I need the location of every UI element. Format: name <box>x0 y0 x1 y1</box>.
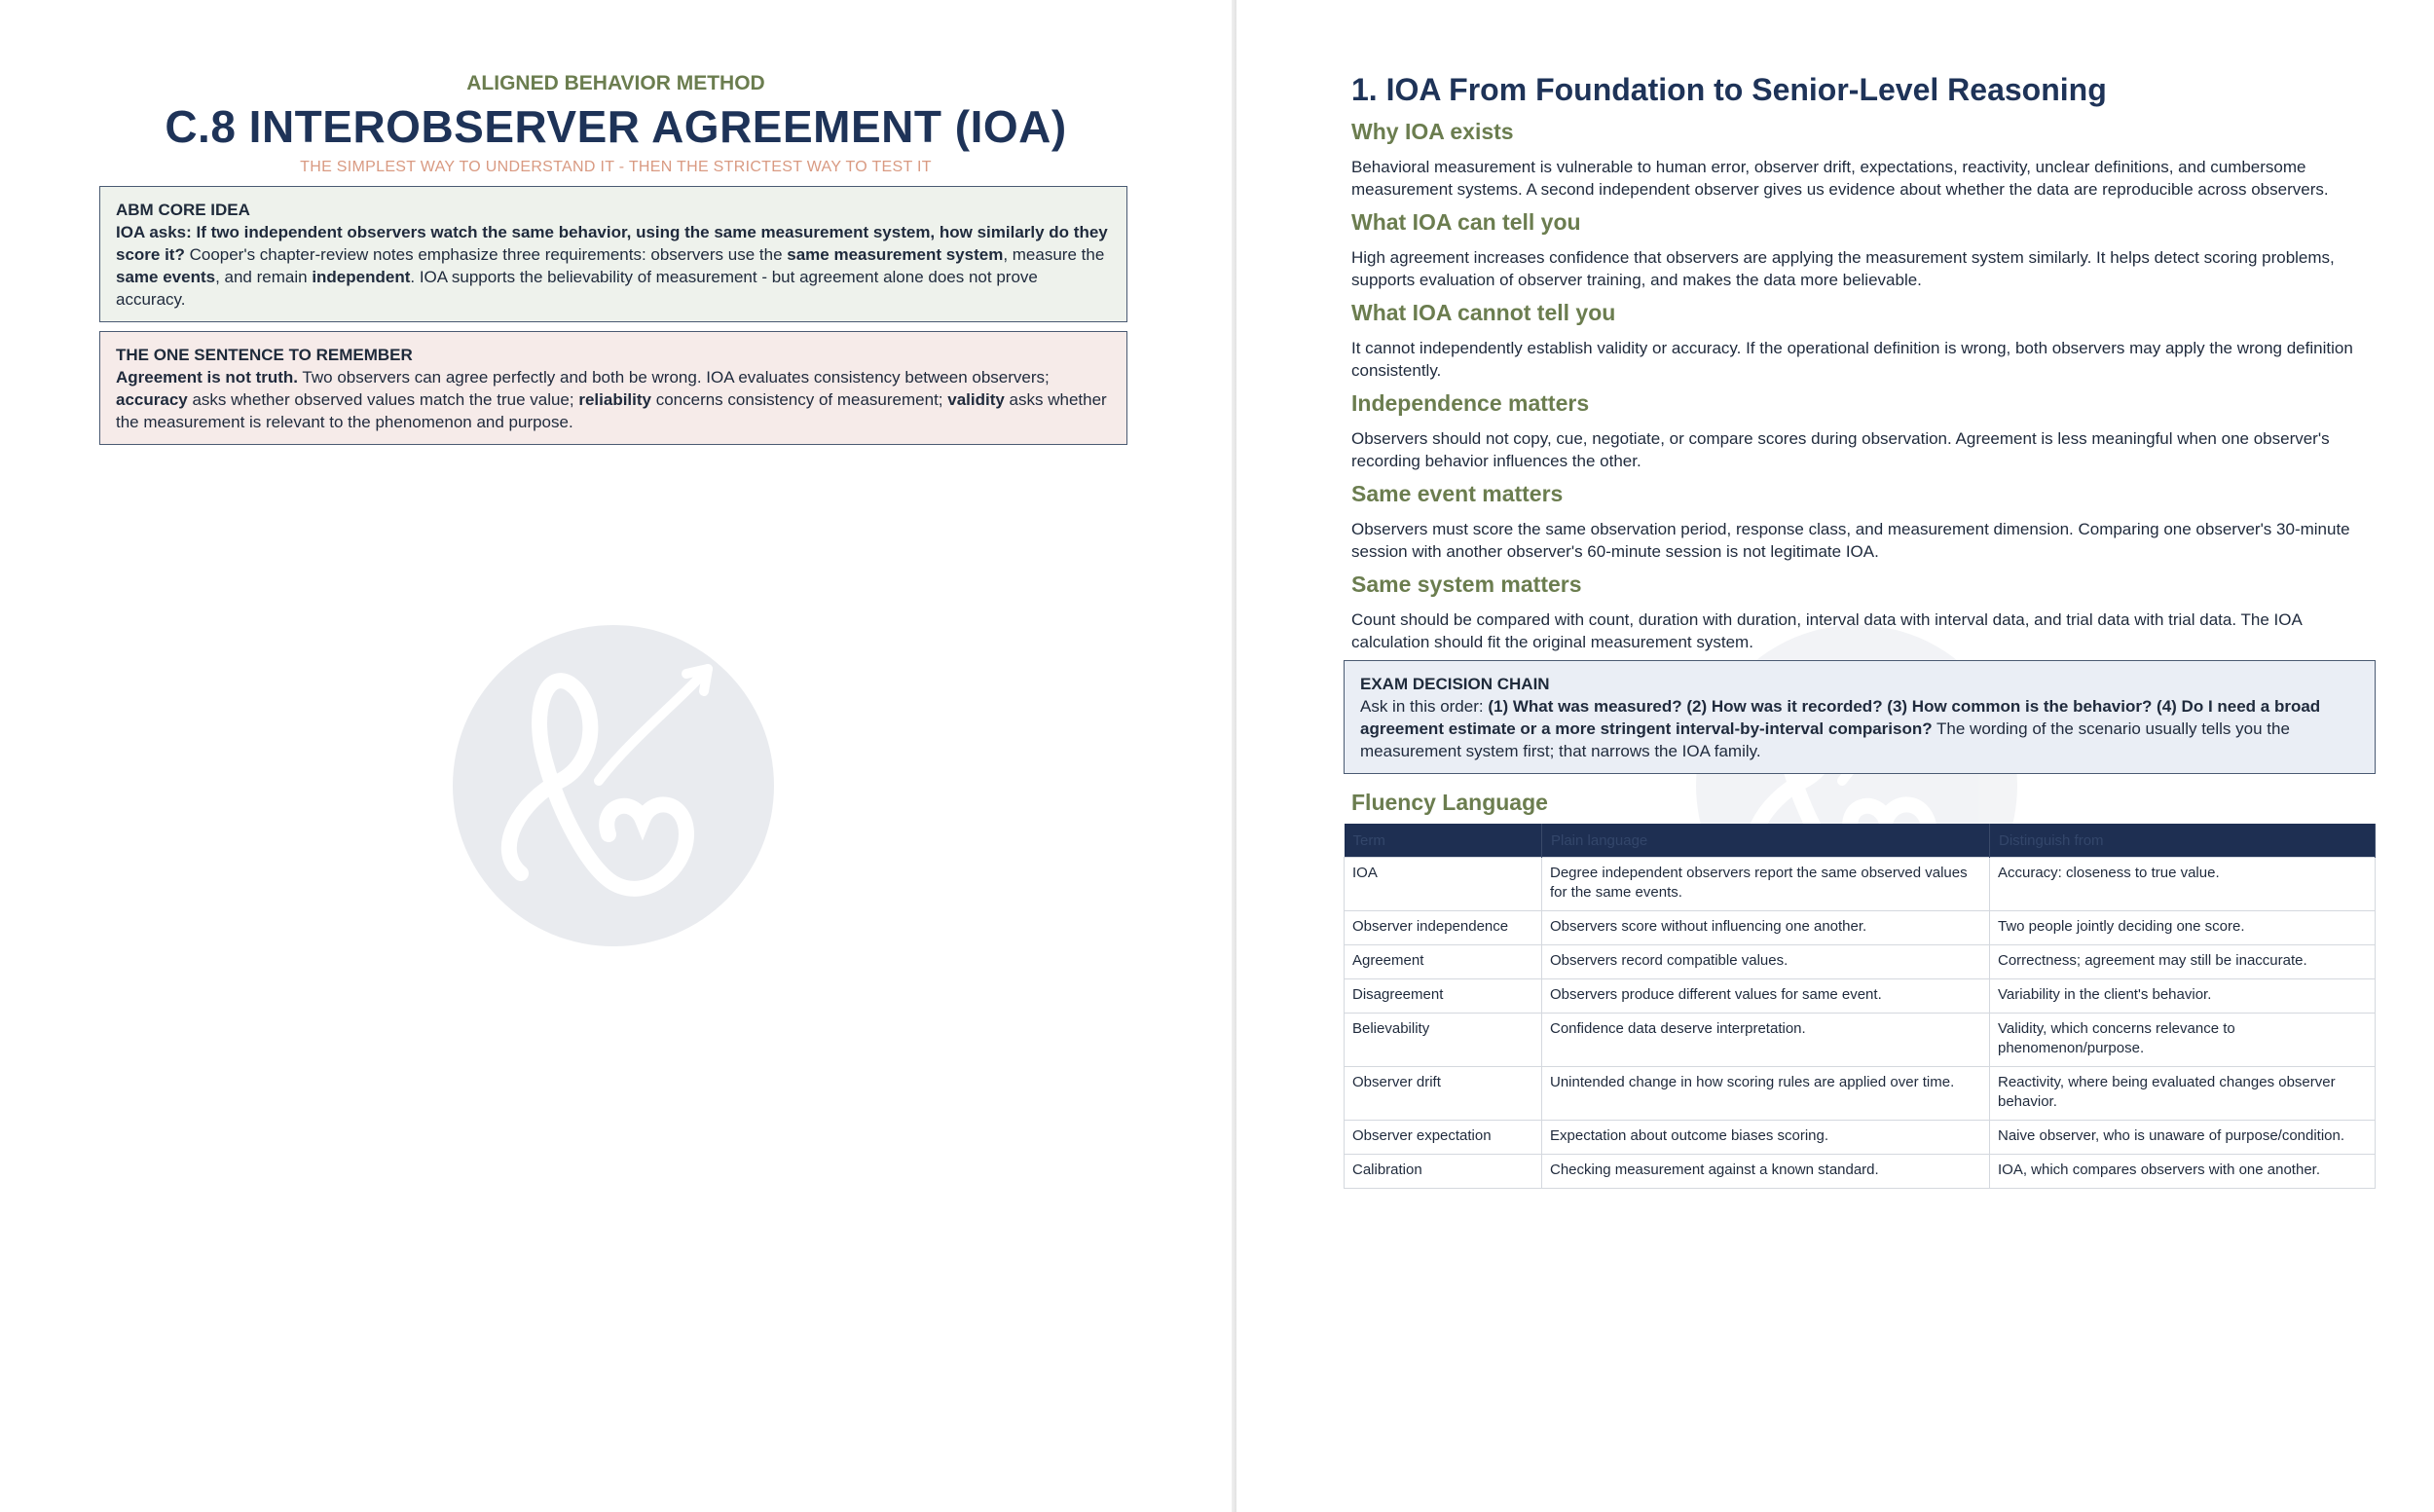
exam-decision-callout <box>1344 660 2376 774</box>
paragraph-independence: Observers should not copy, cue, negotiate, or compare scores during observation. Agreement is less meaningful when one observer's recording behavior influences the other. <box>1351 429 2330 470</box>
document-kicker: ALIGNED BEHAVIOR METHOD <box>466 72 765 94</box>
callout-body: Agreement is not truth. Two observers can agree perfectly and both be wrong. IOA evaluates consistency between observers; accuracy asks whether observed values match the true value; reliability concerns consistency of measurement; validity asks whether the measurement is relevant to the phenomenon and purpose. <box>116 368 1107 431</box>
paragraph-same-system: Count should be compared with count, duration with duration, interval data with interval data, and trial data with trial data. The IOA calculation should fit the original measurement system. <box>1351 610 2302 651</box>
table-row <box>1345 1014 2376 1067</box>
subheading-why: Why IOA exists <box>1351 119 1514 144</box>
table-cell: Two people jointly deciding one score. <box>1990 911 2376 945</box>
callout-heading: THE ONE SENTENCE TO REMEMBER <box>116 346 413 364</box>
table-cell: Observer independence <box>1345 911 1542 945</box>
callout-body: IOA asks: If two independent observers watch the same behavior, using the same measurement system, how similarly do they score it? Cooper's chapter-review notes emphasize three requirements: observers use the same measurement system, measure the same events, and remain independent. IOA supports the believability of measurement - but agreement alone does not prove accuracy. <box>116 223 1108 309</box>
table-cell: Agreement <box>1345 945 1542 979</box>
document-title: C.8 INTEROBSERVER AGREEMENT (IOA) <box>165 101 1067 152</box>
table-cell: Validity, which concerns relevance to phenomenon/purpose. <box>1990 1014 2376 1067</box>
core-idea-callout <box>99 186 1127 322</box>
table-cell: Observers record compatible values. <box>1542 945 1990 979</box>
table-cell: Observer expectation <box>1345 1121 1542 1155</box>
paragraph-same-event: Observers must score the same observation period, response class, and measurement dimension. Comparing one observer's 30-minute session with another observer's 60-minute session is not legitimate IOA. <box>1351 520 2350 561</box>
column-header: Term <box>1345 824 1542 858</box>
table-cell: Naive observer, who is unaware of purpose/condition. <box>1990 1121 2376 1155</box>
subheading-fluency: Fluency Language <box>1351 790 1548 815</box>
logo-mark-icon <box>453 625 774 946</box>
table-cell: Checking measurement against a known standard. <box>1542 1155 1990 1189</box>
column-header: Distinguish from <box>1990 824 2376 858</box>
subheading-same-event: Same event matters <box>1351 481 1564 506</box>
table-cell: Disagreement <box>1345 979 1542 1014</box>
table-cell: Believability <box>1345 1014 1542 1067</box>
table-row <box>1345 1155 2376 1189</box>
table-cell: Observer drift <box>1345 1067 1542 1121</box>
table-cell: IOA <box>1345 858 1542 911</box>
callout-heading: ABM CORE IDEA <box>116 201 250 219</box>
table-cell: Variability in the client's behavior. <box>1990 979 2376 1014</box>
right-page <box>1236 0 2434 1512</box>
document-subtitle: THE SIMPLEST WAY TO UNDERSTAND IT - THEN THE STRICTEST WAY TO TEST IT <box>300 159 932 175</box>
table-row <box>1345 1121 2376 1155</box>
subheading-same-system: Same system matters <box>1351 572 1582 597</box>
table-cell: Reactivity, where being evaluated changes observer behavior. <box>1990 1067 2376 1121</box>
table-cell: IOA, which compares observers with one another. <box>1990 1155 2376 1189</box>
column-header: Plain language <box>1542 824 1990 858</box>
paragraph-can-tell: High agreement increases confidence that observers are applying the measurement system similarly. It helps detect scoring problems, supports evaluation of observer training, and makes the data more believable. <box>1351 248 2335 289</box>
table-cell: Observers score without influencing one another. <box>1542 911 1990 945</box>
paragraph-why: Behavioral measurement is vulnerable to human error, observer drift, expectations, reactivity, unclear definitions, and cumbersome measurement systems. A second independent observer gives us evidence about whether the data are reproducible across observers. <box>1351 158 2329 199</box>
table-cell: Calibration <box>1345 1155 1542 1189</box>
table-cell: Expectation about outcome biases scoring. <box>1542 1121 1990 1155</box>
table-row <box>1345 945 2376 979</box>
table-row <box>1345 911 2376 945</box>
table-cell: Unintended change in how scoring rules are applied over time. <box>1542 1067 1990 1121</box>
table-cell: Observers produce different values for same event. <box>1542 979 1990 1014</box>
section-title: 1. IOA From Foundation to Senior-Level Reasoning <box>1351 72 2107 107</box>
subheading-independence: Independence matters <box>1351 390 1590 416</box>
table-cell: Confidence data deserve interpretation. <box>1542 1014 1990 1067</box>
table-row <box>1345 979 2376 1014</box>
subheading-cannot-tell: What IOA cannot tell you <box>1351 300 1616 325</box>
callout-body: Ask in this order: (1) What was measured? (2) How was it recorded? (3) How common is the behavior? (4) Do I need a broad agreement estimate or a more stringent interval-by-interval comparison? The wording of the scenario usually tells you the measurement system first; that narrows the IOA family. <box>1360 697 2321 760</box>
table-cell: Correctness; agreement may still be inaccurate. <box>1990 945 2376 979</box>
subheading-can-tell: What IOA can tell you <box>1351 209 1581 235</box>
one-sentence-callout <box>99 331 1127 445</box>
table-row <box>1345 1067 2376 1121</box>
table-cell: Accuracy: closeness to true value. <box>1990 858 2376 911</box>
callout-heading: EXAM DECISION CHAIN <box>1360 675 1550 693</box>
paragraph-cannot-tell: It cannot independently establish validity or accuracy. If the operational definition is wrong, both observers may apply the wrong definition consistently. <box>1351 339 2353 380</box>
logo-watermark <box>453 625 774 946</box>
table-cell: Degree independent observers report the same observed values for the same events. <box>1542 858 1990 911</box>
table-header-row <box>1345 824 2376 858</box>
table-row <box>1345 858 2376 911</box>
fluency-table <box>1344 824 2376 1189</box>
